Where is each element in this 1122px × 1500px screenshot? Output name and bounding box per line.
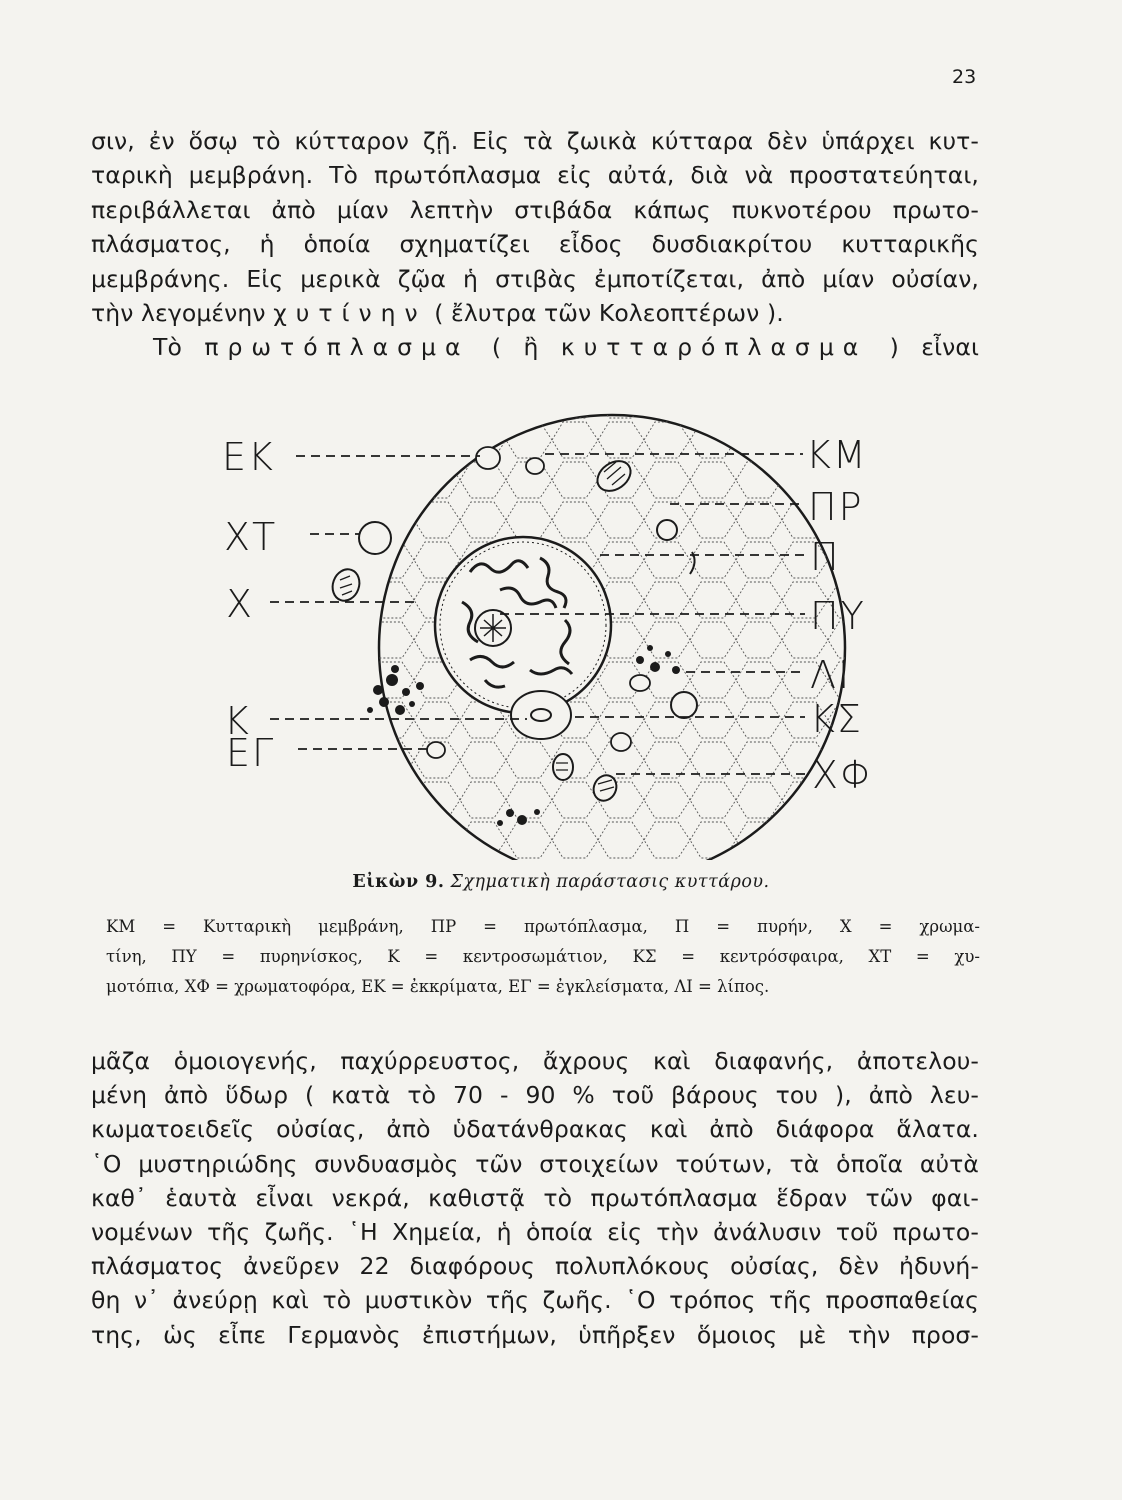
nucleolus (475, 610, 511, 646)
text-fragment: ( ἔλυτρα τῶν Κολεοπτέρων ). (434, 299, 784, 328)
spaced-term: κυτταρόπλασμα (560, 333, 868, 362)
figure-legend (106, 912, 980, 1002)
vacuole (671, 692, 697, 718)
text-fragment: τὴν λεγομένην (91, 299, 266, 328)
text-line-protoplasm (91, 330, 979, 364)
legend-line: τίνη, ΠΥ = πυρηνίσκος, Κ = κεντροσωμάτιον, ΚΣ = κεντρόσφαιρα, ΧΤ = χυ- (106, 947, 980, 966)
centrosphere (511, 691, 571, 739)
label-km: ΚΜ (806, 433, 868, 477)
label-ek: ΕΚ (222, 435, 275, 479)
vacuole (657, 520, 677, 540)
spaced-term: χυτίνην (273, 299, 427, 328)
text-line: μένη ἀπὸ ὕδωρ ( κατὰ τὸ 70 - 90 % τοῦ βάρους του ), ἀπὸ λευ- (91, 1081, 979, 1110)
text-line: ῾Ο μυστηριώδης συνδυασμὸς τῶν στοιχείων τούτων, τὰ ὁποῖα αὐτὰ (91, 1149, 979, 1178)
label-xt: ΧΤ (224, 515, 278, 559)
label-p: Π (810, 535, 841, 579)
text-line: σιν, ἐν ὅσῳ τὸ κύτταρον ζῇ. Εἰς τὰ ζωικὰ κύτταρα δὲν ὑπάρχει κυτ- (91, 127, 979, 155)
spaced-term: πρωτόπλασμα (204, 333, 470, 362)
paragraph-top (91, 124, 979, 365)
label-x: Χ (226, 582, 255, 626)
text-line: μᾶζα ὁμοιογενής, παχύρρευστος, ἄχρους καὶ διαφανής, ἀποτελου- (91, 1047, 979, 1075)
page-number: 23 (952, 66, 977, 88)
label-ks: ΚΣ (810, 697, 863, 741)
cell-diagram (0, 380, 1122, 860)
inclusion (611, 733, 631, 751)
text-line: πλάσματος ἀνεῦρεν 22 διαφόρους πολυπλόκους οὐσίας, δὲν ἠδυνή- (91, 1252, 979, 1281)
text-line-chitin (91, 296, 979, 330)
label-pr: ΠΡ (808, 485, 864, 529)
label-k: Κ (224, 699, 251, 743)
figure-title: Σχηματικὴ παράστασις κυττάρου. (450, 872, 770, 892)
text-line: θη ν᾽ ἀνεύρῃ καὶ τὸ μυστικὸν τῆς ζωῆς. ῾Ο τρόπος τῆς προσπαθείας (91, 1286, 979, 1315)
text-fragment: ) εἶναι (889, 333, 980, 362)
text-line: κωματοειδεῖς οὐσίας, ἀπὸ ὑδατάνθρακας καὶ ἀπὸ διάφορα ἅλατα. (91, 1115, 979, 1144)
text-line: νομένων τῆς ζωῆς. ῾Η Χημεία, ἡ ὁποία εἰς τὴν ἀνάλυσιν τοῦ πρωτο- (91, 1218, 979, 1247)
label-py: ΠΥ (810, 594, 866, 638)
text-line: μεμβράνης. Εἰς μερικὰ ζῷα ἡ στιβὰς ἐμποτίζεται, ἀπὸ μίαν οὐσίαν, (91, 264, 979, 293)
inclusion (630, 675, 650, 691)
figure-caption (0, 872, 1122, 892)
paragraph-bottom (91, 1044, 979, 1352)
secretion-granule (526, 458, 544, 474)
cell-diagram-figure (0, 380, 1122, 860)
label-li: ΛΙ (810, 653, 852, 697)
label-xf: ΧΦ (812, 753, 875, 797)
text-line: καθ᾽ ἑαυτὰ εἶναι νεκρά, καθιστᾷ τὸ πρωτόπλασμα ἕδραν τῶν φαι- (91, 1183, 979, 1212)
text-line: πλάσματος, ἡ ὁποία σχηματίζει εἶδος δυσδιακρίτου κυτταρικῆς (91, 230, 979, 259)
legend-line: μοτόπια, ΧΦ = χρωματοφόρα, ΕΚ = ἐκκρίματα, ΕΓ = ἐγκλείσματα, ΛΙ = λίπος. (106, 977, 770, 996)
text-line: περιβάλλεται ἀπὸ μίαν λεπτὴν στιβάδα κάπως πυκνοτέρου πρωτο- (91, 195, 979, 224)
label-eg: ΕΓ (226, 731, 276, 775)
inclusion (427, 742, 445, 758)
figure-number: Εἰκὼν 9. (352, 872, 445, 892)
text-line: της, ὡς εἶπε Γερμανὸς ἐπιστήμων, ὑπῆρξεν ὅμοιος μὲ τὴν προσ- (91, 1320, 979, 1349)
vacuole (359, 522, 391, 554)
legend-line: ΚΜ = Κυτταρικὴ μεμβράνη, ΠΡ = πρωτόπλασμα, Π = πυρήν, Χ = χρωμα- (106, 917, 980, 936)
secretion-granule (476, 447, 500, 469)
text-fragment: ( ἢ (491, 333, 539, 362)
text-fragment: Τὸ (153, 333, 182, 362)
text-line: ταρικὴ μεμβράνη. Τὸ πρωτόπλασμα εἰς αὐτά, διὰ νὰ προστατεύηται, (91, 161, 979, 190)
